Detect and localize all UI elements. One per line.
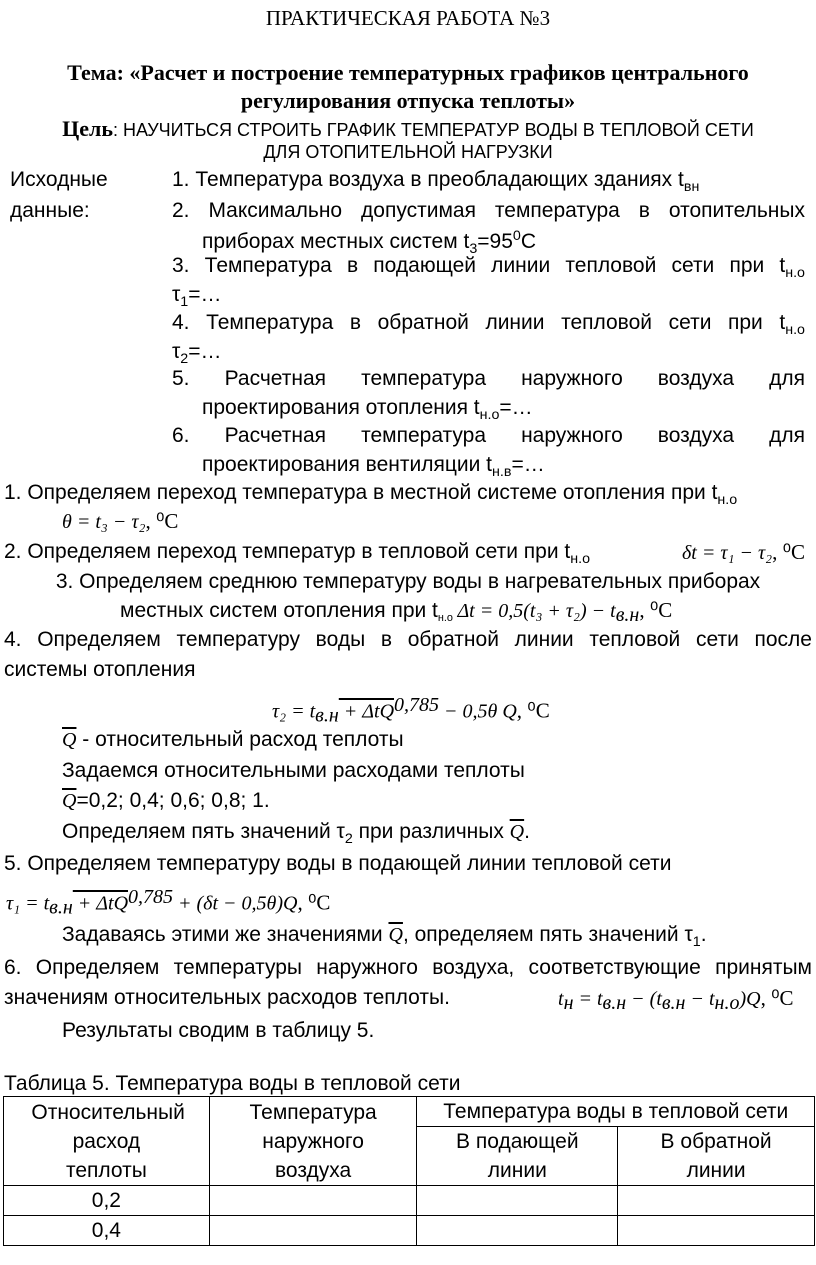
step-5: 5. Определяем температуру воды в подающей линии тепловой сети [4, 852, 672, 875]
header-outdoor-temp: Температура наружного воздуха [209, 1097, 417, 1186]
step-4-formula: $\tau_2 = t_{в.н} + \Delta tQ^{0,785} - 0,5\theta$ Q, ⁰С [272, 694, 550, 727]
step-2-formula: δt = τ₁ − τ₂, ⁰С [682, 540, 806, 564]
table-row [4, 1186, 815, 1216]
table-cell [209, 1216, 417, 1246]
q-five: Определяем пять значений $\tau_2$ при различных $\overline{Q}$. [62, 820, 530, 848]
step-3b: местных систем отопления при $t_{н.о}$ $\Delta t = 0,5(t_3 + \tau_2) - t_{в.н}$, ⁰С [120, 598, 673, 627]
table-caption: Таблица 5. Температура воды в тепловой сети [4, 1072, 461, 1095]
step-4b: системы отопления [4, 658, 196, 681]
item-5a: 5. Расчетная температура наружного воздуха для [172, 367, 805, 390]
table-cell [618, 1186, 815, 1216]
item-3a: 3. Температура в подающей линии тепловой сети при $t_{н.о}$ [172, 254, 805, 282]
item-4a: 4. Температура в обратной линии тепловой сети при $t_{н.о}$ [172, 311, 805, 339]
table-cell: 0,4 [4, 1216, 210, 1246]
results-note: Результаты сводим в таблицу 5. [62, 1019, 375, 1042]
step-3-formula: Δt = 0,5(t₃ + τ₂) − t [457, 600, 616, 622]
temperature-table [3, 1096, 815, 1246]
table-cell [209, 1186, 417, 1216]
goal-line-2: ДЛЯ ОТОПИТЕЛЬНОЙ НАГРУЗКИ [263, 142, 553, 162]
step-5-formula: $\tau_1 = t_{в.н} + \Delta tQ^{0,785} + (\delta t - 0,5\theta)Q$, ⁰С [6, 886, 331, 919]
table-cell [417, 1186, 618, 1216]
goal-text-1: : НАУЧИТЬСЯ СТРОИТЬ ГРАФИК ТЕМПЕРАТУР ВОДЫ В ТЕПЛОВОЙ СЕТИ [113, 120, 754, 140]
header-relative-flow: Относительный расход теплоты [4, 1097, 210, 1186]
q-description: $\overline{Q}$ - относительный расход теплоты [62, 728, 404, 751]
table-cell [618, 1216, 815, 1246]
goal-line-1 [0, 116, 816, 142]
step-6-formula: $t_н = t_{в.н} - (t_{в.н} - t_{н.о})Q$, ⁰С [558, 986, 794, 1015]
topic-line-2: регулирования отпуска теплоты» [240, 88, 576, 113]
item-2a: 2. Максимально допустимая температура в отопительных [172, 199, 805, 222]
q-values: $\overline{Q}=0,2$; 0,4; 0,6; 0,8; 1. [62, 789, 270, 812]
header-supply-line: В подающей линии [417, 1127, 618, 1186]
step-2: 2. Определяем переход температур в тепловой сети при $t_{н.о}$ [4, 540, 591, 568]
item-6a: 6. Расчетная температура наружного воздуха для [172, 424, 805, 447]
page-header: ПРАКТИЧЕСКАЯ РАБОТА №3 [265, 6, 551, 30]
step-5-note: Задаваясь этими же значениями $\overline{Q}$, определяем пять значений $\tau_1$. [62, 923, 707, 951]
step-1: 1. Определяем переход температура в местной системе отопления при $t_{н.о}$ [4, 481, 738, 509]
item-1: 1. Температура воздуха в преобладающих зданиях $t_{вн}$ [172, 168, 700, 196]
item-5b: проектирования отопления $t_{н.о}=\dots$ [202, 396, 533, 424]
goal-label: Цель [62, 116, 114, 141]
header-return-line: В обратной линии [618, 1127, 815, 1186]
q-set: Задаемся относительными расходами теплоты [62, 759, 525, 782]
step-3a: 3. Определяем среднюю температуру воды в нагревательных приборах [55, 570, 761, 593]
table-cell: 0,2 [4, 1186, 210, 1216]
table-row [4, 1216, 815, 1246]
initial-data-label-2: данные: [10, 199, 90, 222]
header-water-temp: Температура воды в тепловой сети [417, 1097, 815, 1127]
item-4b: $\tau_2=\dots$ [172, 340, 222, 368]
table-cell [417, 1216, 618, 1246]
step-6b: значениям относительных расходов теплоты. [4, 986, 450, 1009]
table-header-row-1 [4, 1097, 815, 1127]
step-6a: 6. Определяем температуры наружного воздуха, соответствующие принятым [4, 956, 812, 979]
topic-line-1: Тема: «Расчет и построение температурных графиков центрального [67, 60, 749, 85]
item-3b: $\tau_1=\dots$ [172, 283, 222, 311]
item-2b: приборах местных систем $t_3=95^0С$ [202, 228, 537, 258]
step-4a: 4. Определяем температуру воды в обратной линии тепловой сети после [4, 628, 812, 651]
item-6b: проектирования вентиляции $t_{н.в}=\dots$ [202, 453, 545, 481]
initial-data-label-1: Исходные [10, 168, 108, 191]
step-1-formula: θ = t₃ − τ₂, ⁰С [62, 509, 179, 533]
